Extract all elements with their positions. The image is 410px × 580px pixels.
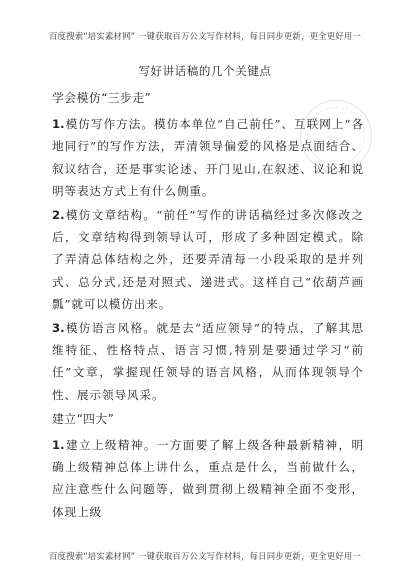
paragraph — [52, 317, 364, 406]
paragraph-number: 1. — [52, 117, 65, 132]
footer-banner: 百度搜索“培实素材网” 一键获取百万公文写作材料，每日同步更新，更全更好用一 — [48, 551, 362, 561]
document-body — [52, 87, 364, 525]
section-four-establishments — [52, 408, 364, 523]
section-imitation — [52, 87, 364, 406]
section-heading: 学会模仿“三步走” — [52, 91, 152, 105]
paragraph-text: 建立上级精神。一方面要了解上级各种最新精神，明确上级精神总体上讲什么，重点是什么，当前做什么，应注意些什么问题等，做到贯彻上级精神全面不变形，体现上级 — [52, 438, 364, 519]
paragraph — [52, 434, 364, 523]
paragraph-text: 模仿写作方法。模仿本单位“自己前任”、互联网上“各地同行”的写作方法，弄清领导偏爱的风格是点面结合、叙议结合，还是事实论述、开门见山,在叙述、议论和说明等表达方式上有什么侧重。 — [52, 117, 364, 198]
paragraph — [52, 204, 364, 315]
paragraph-text: 模仿语言风格。就是去“适应领导”的特点，了解其思维特征、性格特点、语言习惯,特别是要通过学习“前任”文章，掌握现任领导的语言风格，从而体现领导个性、展示领导风采。 — [52, 321, 364, 402]
paragraph-number: 1. — [52, 438, 65, 453]
header-banner: 百度搜索“培实素材网” 一键获取百万公文写作材料，每日同步更新，更全更好用一 — [48, 31, 362, 41]
paragraph — [52, 113, 364, 202]
paragraph-text: 模仿文章结构。“前任”写作的讲话稿经过多次修改之后，文章结构得到领导认可，形成了多种固定模式。除了弄清总体结构之外，还要弄清每一小段采取的是并列式、总分式,还是对照式、递进式。这样自己“依葫芦画瓢”就可以模仿出来。 — [52, 208, 364, 311]
document-title: 写好讲话稿的几个关键点 — [138, 64, 272, 78]
section-heading: 建立“四大” — [52, 411, 115, 426]
paragraph-number: 2. — [52, 208, 65, 223]
paragraph-number: 3. — [52, 321, 65, 336]
